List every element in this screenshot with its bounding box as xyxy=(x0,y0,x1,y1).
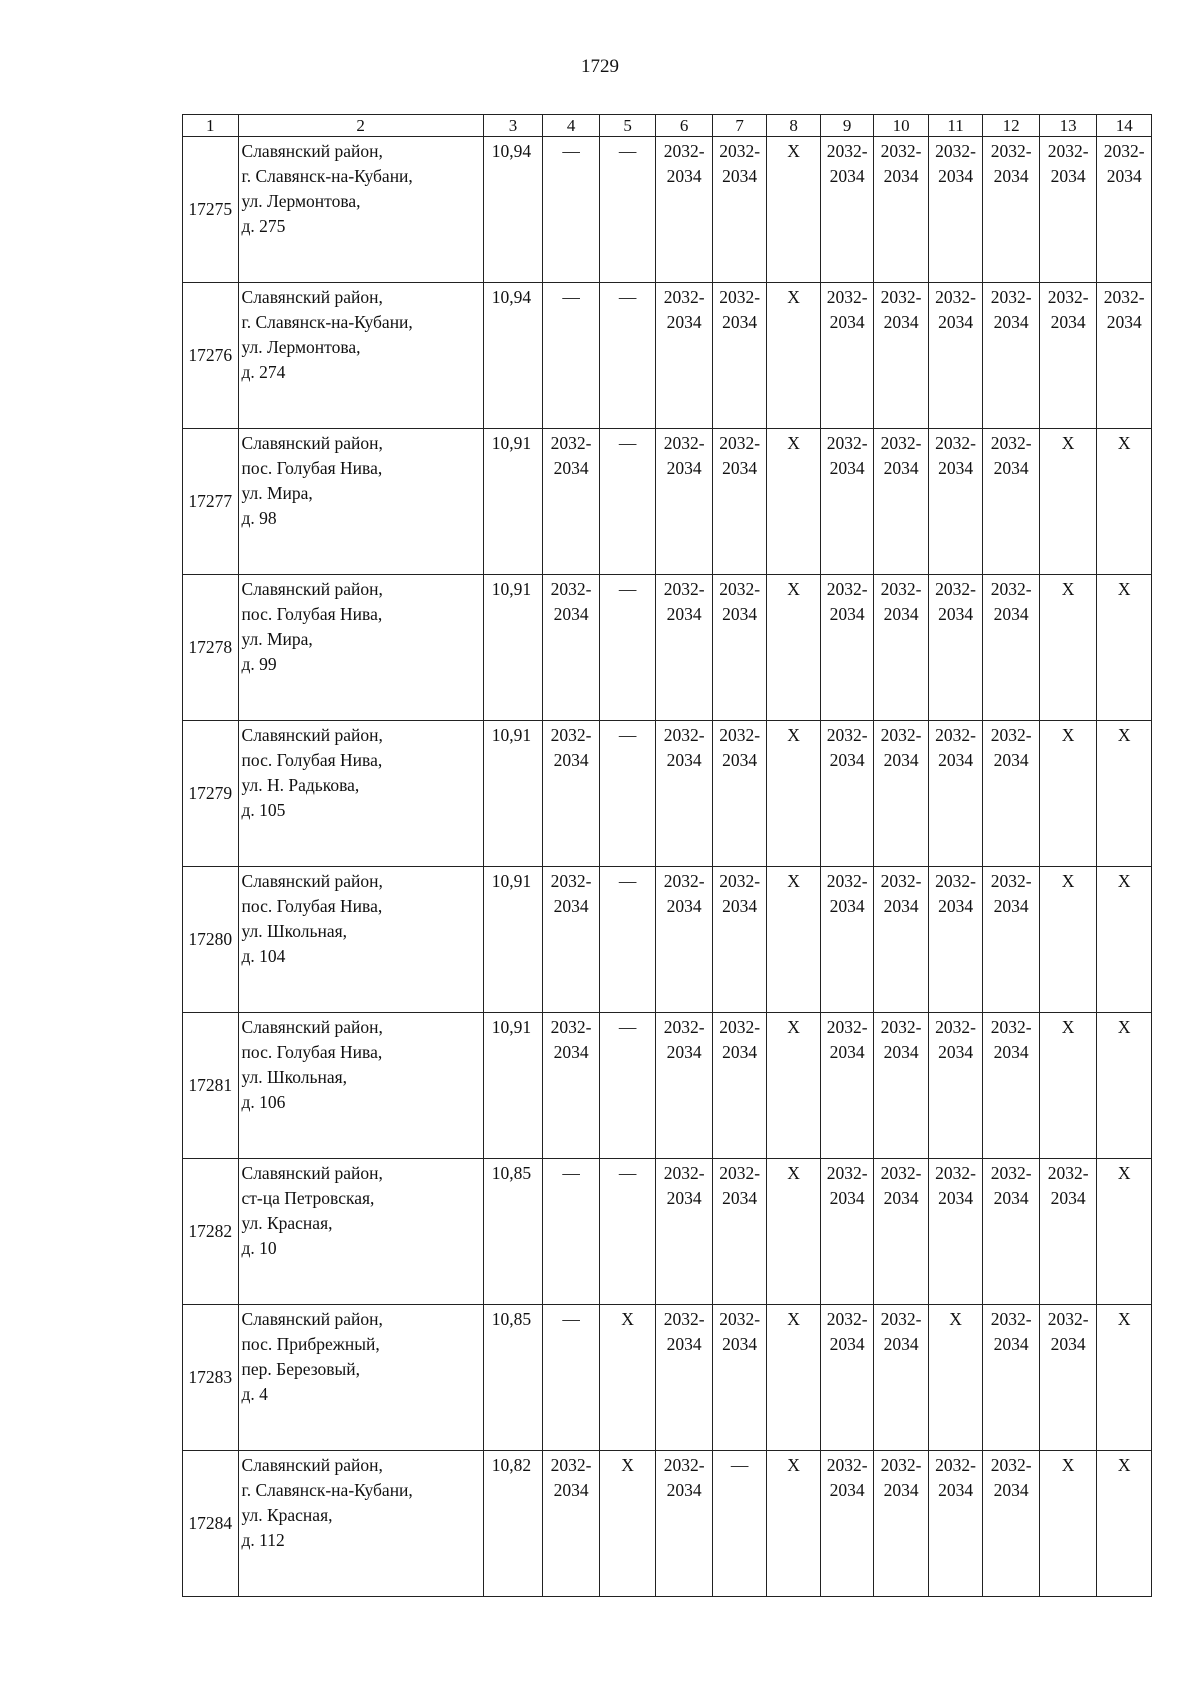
address-line: ст-ца Петровская, xyxy=(241,1188,375,1208)
period-cell: 2032- 2034 xyxy=(820,575,873,721)
period-cell: Х xyxy=(1097,721,1152,867)
column-number-header: 2 xyxy=(238,115,483,137)
period-cell: 2032- 2034 xyxy=(712,283,767,429)
period-cell: 2032- 2034 xyxy=(1039,283,1097,429)
period-cell: 2032- 2034 xyxy=(656,867,713,1013)
area-value: 10,82 xyxy=(483,1451,543,1597)
period-cell: Х xyxy=(767,575,820,721)
period-cell: — xyxy=(543,283,600,429)
address-line: д. 99 xyxy=(241,654,277,674)
period-cell: 2032- 2034 xyxy=(543,429,600,575)
address-line: ул. Школьная, xyxy=(241,1067,348,1087)
period-cell: 2032- 2034 xyxy=(983,867,1040,1013)
period-cell: — xyxy=(599,575,656,721)
period-cell: — xyxy=(599,721,656,867)
period-cell: — xyxy=(599,1013,656,1159)
address-line: пос. Голубая Нива, xyxy=(241,750,383,770)
column-number-header: 14 xyxy=(1097,115,1152,137)
record-number: 17281 xyxy=(183,1013,239,1159)
record-number: 17283 xyxy=(183,1305,239,1451)
record-number: 17280 xyxy=(183,867,239,1013)
record-number: 17278 xyxy=(183,575,239,721)
period-cell: 2032- 2034 xyxy=(543,1451,600,1597)
table-row xyxy=(183,1305,1152,1451)
area-value: 10,85 xyxy=(483,1305,543,1451)
period-cell: 2032- 2034 xyxy=(928,137,983,283)
period-cell: 2032- 2034 xyxy=(928,1159,983,1305)
period-cell: Х xyxy=(1097,575,1152,721)
address-cell xyxy=(238,867,483,1013)
address-line: Славянский район, xyxy=(241,1309,383,1329)
period-cell: Х xyxy=(1097,1305,1152,1451)
period-cell: 2032- 2034 xyxy=(820,1013,873,1159)
address-cell xyxy=(238,1159,483,1305)
address-line: д. 104 xyxy=(241,946,286,966)
address-line: пос. Голубая Нива, xyxy=(241,1042,383,1062)
column-number-header: 7 xyxy=(712,115,767,137)
period-cell: 2032- 2034 xyxy=(874,867,929,1013)
period-cell: 2032- 2034 xyxy=(874,137,929,283)
address-cell xyxy=(238,429,483,575)
table-row xyxy=(183,429,1152,575)
period-cell: 2032- 2034 xyxy=(712,1305,767,1451)
column-number-header: 9 xyxy=(820,115,873,137)
period-cell: 2032- 2034 xyxy=(983,1013,1040,1159)
period-cell: Х xyxy=(1039,429,1097,575)
period-cell: 2032- 2034 xyxy=(983,1451,1040,1597)
address-cell xyxy=(238,1013,483,1159)
address-line: г. Славянск-на-Кубани, xyxy=(241,312,413,332)
column-number-header: 8 xyxy=(767,115,820,137)
address-line: д. 112 xyxy=(241,1530,285,1550)
period-cell: 2032- 2034 xyxy=(874,721,929,867)
period-cell: 2032- 2034 xyxy=(928,867,983,1013)
period-cell: Х xyxy=(1097,429,1152,575)
column-number-header: 10 xyxy=(874,115,929,137)
column-number-header: 1 xyxy=(183,115,239,137)
period-cell: 2032- 2034 xyxy=(543,575,600,721)
address-line: ул. Школьная, xyxy=(241,921,348,941)
period-cell: 2032- 2034 xyxy=(1039,137,1097,283)
address-line: д. 106 xyxy=(241,1092,286,1112)
address-line: пос. Голубая Нива, xyxy=(241,458,383,478)
area-value: 10,91 xyxy=(483,867,543,1013)
period-cell: 2032- 2034 xyxy=(820,137,873,283)
period-cell: 2032- 2034 xyxy=(928,1013,983,1159)
period-cell: Х xyxy=(1097,867,1152,1013)
period-cell: 2032- 2034 xyxy=(820,1451,873,1597)
period-cell: Х xyxy=(1039,575,1097,721)
period-cell: 2032- 2034 xyxy=(820,721,873,867)
period-cell: 2032- 2034 xyxy=(656,429,713,575)
column-number-header: 11 xyxy=(928,115,983,137)
table-row xyxy=(183,867,1152,1013)
period-cell: 2032- 2034 xyxy=(712,1159,767,1305)
table-row xyxy=(183,1013,1152,1159)
period-cell: — xyxy=(599,137,656,283)
area-value: 10,94 xyxy=(483,137,543,283)
address-line: Славянский район, xyxy=(241,871,383,891)
table-row xyxy=(183,137,1152,283)
period-cell: — xyxy=(599,867,656,1013)
period-cell: — xyxy=(543,1305,600,1451)
period-cell: Х xyxy=(1097,1013,1152,1159)
period-cell: 2032- 2034 xyxy=(928,721,983,867)
record-number: 17277 xyxy=(183,429,239,575)
period-cell: Х xyxy=(767,137,820,283)
record-number: 17275 xyxy=(183,137,239,283)
period-cell: 2032- 2034 xyxy=(874,1159,929,1305)
column-number-header: 3 xyxy=(483,115,543,137)
column-number-header: 13 xyxy=(1039,115,1097,137)
period-cell: 2032- 2034 xyxy=(874,1451,929,1597)
period-cell: 2032- 2034 xyxy=(656,721,713,867)
period-cell: Х xyxy=(1039,867,1097,1013)
period-cell: 2032- 2034 xyxy=(656,137,713,283)
period-cell: 2032- 2034 xyxy=(983,575,1040,721)
period-cell: 2032- 2034 xyxy=(712,137,767,283)
period-cell: 2032- 2034 xyxy=(712,1013,767,1159)
register-table xyxy=(182,114,1152,1597)
address-line: д. 275 xyxy=(241,216,286,236)
period-cell: Х xyxy=(767,721,820,867)
address-line: ул. Н. Радькова, xyxy=(241,775,360,795)
area-value: 10,91 xyxy=(483,721,543,867)
period-cell: 2032- 2034 xyxy=(712,721,767,867)
period-cell: 2032- 2034 xyxy=(928,283,983,429)
period-cell: 2032- 2034 xyxy=(656,1013,713,1159)
area-value: 10,94 xyxy=(483,283,543,429)
address-line: д. 105 xyxy=(241,800,286,820)
period-cell: 2032- 2034 xyxy=(928,1451,983,1597)
address-line: ул. Красная, xyxy=(241,1213,333,1233)
address-line: ул. Лермонтова, xyxy=(241,337,361,357)
table-row xyxy=(183,1159,1152,1305)
period-cell: 2032- 2034 xyxy=(712,575,767,721)
address-line: г. Славянск-на-Кубани, xyxy=(241,166,413,186)
period-cell: 2032- 2034 xyxy=(983,721,1040,867)
period-cell: Х xyxy=(928,1305,983,1451)
address-line: ул. Мира, xyxy=(241,483,313,503)
address-line: Славянский район, xyxy=(241,1017,383,1037)
area-value: 10,91 xyxy=(483,575,543,721)
period-cell: Х xyxy=(767,1451,820,1597)
period-cell: — xyxy=(543,137,600,283)
period-cell: 2032- 2034 xyxy=(983,283,1040,429)
address-line: г. Славянск-на-Кубани, xyxy=(241,1480,413,1500)
period-cell: 2032- 2034 xyxy=(656,283,713,429)
address-line: пос. Голубая Нива, xyxy=(241,896,383,916)
period-cell: 2032- 2034 xyxy=(543,867,600,1013)
area-value: 10,85 xyxy=(483,1159,543,1305)
table-body xyxy=(183,137,1152,1597)
address-cell xyxy=(238,1451,483,1597)
period-cell: 2032- 2034 xyxy=(656,1305,713,1451)
period-cell: Х xyxy=(767,1013,820,1159)
address-cell xyxy=(238,137,483,283)
period-cell: 2032- 2034 xyxy=(1039,1159,1097,1305)
period-cell: 2032- 2034 xyxy=(656,1159,713,1305)
period-cell: 2032- 2034 xyxy=(1097,283,1152,429)
period-cell: — xyxy=(543,1159,600,1305)
period-cell: Х xyxy=(1039,1013,1097,1159)
address-cell xyxy=(238,575,483,721)
period-cell: 2032- 2034 xyxy=(874,429,929,575)
page-number: 1729 xyxy=(581,56,619,77)
address-cell xyxy=(238,721,483,867)
table-row xyxy=(183,283,1152,429)
period-cell: 2032- 2034 xyxy=(983,429,1040,575)
period-cell: 2032- 2034 xyxy=(656,575,713,721)
address-line: Славянский район, xyxy=(241,1163,383,1183)
address-line: Славянский район, xyxy=(241,1455,383,1475)
table-row xyxy=(183,1451,1152,1597)
record-number: 17279 xyxy=(183,721,239,867)
column-number-row xyxy=(183,115,1152,137)
period-cell: — xyxy=(712,1451,767,1597)
period-cell: Х xyxy=(767,429,820,575)
period-cell: — xyxy=(599,429,656,575)
period-cell: Х xyxy=(767,283,820,429)
period-cell: 2032- 2034 xyxy=(874,283,929,429)
area-value: 10,91 xyxy=(483,1013,543,1159)
period-cell: 2032- 2034 xyxy=(983,137,1040,283)
record-number: 17276 xyxy=(183,283,239,429)
address-line: д. 4 xyxy=(241,1384,268,1404)
period-cell: Х xyxy=(767,867,820,1013)
address-line: Славянский район, xyxy=(241,433,383,453)
address-line: д. 274 xyxy=(241,362,286,382)
column-number-header: 6 xyxy=(656,115,713,137)
period-cell: Х xyxy=(599,1305,656,1451)
address-line: пос. Прибрежный, xyxy=(241,1334,380,1354)
period-cell: 2032- 2034 xyxy=(928,575,983,721)
period-cell: 2032- 2034 xyxy=(1039,1305,1097,1451)
period-cell: 2032- 2034 xyxy=(874,575,929,721)
address-line: Славянский район, xyxy=(241,287,383,307)
column-number-header: 4 xyxy=(543,115,600,137)
period-cell: Х xyxy=(1097,1159,1152,1305)
period-cell: 2032- 2034 xyxy=(820,1305,873,1451)
period-cell: Х xyxy=(767,1305,820,1451)
period-cell: Х xyxy=(1039,721,1097,867)
period-cell: 2032- 2034 xyxy=(983,1159,1040,1305)
address-cell xyxy=(238,283,483,429)
address-line: ул. Лермонтова, xyxy=(241,191,361,211)
period-cell: Х xyxy=(599,1451,656,1597)
period-cell: — xyxy=(599,1159,656,1305)
period-cell: Х xyxy=(1097,1451,1152,1597)
period-cell: 2032- 2034 xyxy=(656,1451,713,1597)
period-cell: 2032- 2034 xyxy=(820,429,873,575)
address-line: пос. Голубая Нива, xyxy=(241,604,383,624)
period-cell: Х xyxy=(1039,1451,1097,1597)
period-cell: Х xyxy=(767,1159,820,1305)
column-number-header: 12 xyxy=(983,115,1040,137)
address-line: пер. Березовый, xyxy=(241,1359,361,1379)
area-value: 10,91 xyxy=(483,429,543,575)
period-cell: 2032- 2034 xyxy=(820,1159,873,1305)
column-number-header: 5 xyxy=(599,115,656,137)
period-cell: 2032- 2034 xyxy=(543,1013,600,1159)
period-cell: 2032- 2034 xyxy=(712,429,767,575)
address-line: ул. Красная, xyxy=(241,1505,333,1525)
period-cell: 2032- 2034 xyxy=(1097,137,1152,283)
address-cell xyxy=(238,1305,483,1451)
address-line: д. 98 xyxy=(241,508,277,528)
address-line: д. 10 xyxy=(241,1238,277,1258)
record-number: 17284 xyxy=(183,1451,239,1597)
address-line: Славянский район, xyxy=(241,725,383,745)
address-line: ул. Мира, xyxy=(241,629,313,649)
period-cell: 2032- 2034 xyxy=(874,1305,929,1451)
period-cell: — xyxy=(599,283,656,429)
record-number: 17282 xyxy=(183,1159,239,1305)
table-row xyxy=(183,721,1152,867)
period-cell: 2032- 2034 xyxy=(928,429,983,575)
period-cell: 2032- 2034 xyxy=(983,1305,1040,1451)
period-cell: 2032- 2034 xyxy=(712,867,767,1013)
period-cell: 2032- 2034 xyxy=(874,1013,929,1159)
period-cell: 2032- 2034 xyxy=(820,283,873,429)
period-cell: 2032- 2034 xyxy=(820,867,873,1013)
address-line: Славянский район, xyxy=(241,579,383,599)
table-header xyxy=(183,115,1152,137)
table-row xyxy=(183,575,1152,721)
address-line: Славянский район, xyxy=(241,141,383,161)
period-cell: 2032- 2034 xyxy=(543,721,600,867)
